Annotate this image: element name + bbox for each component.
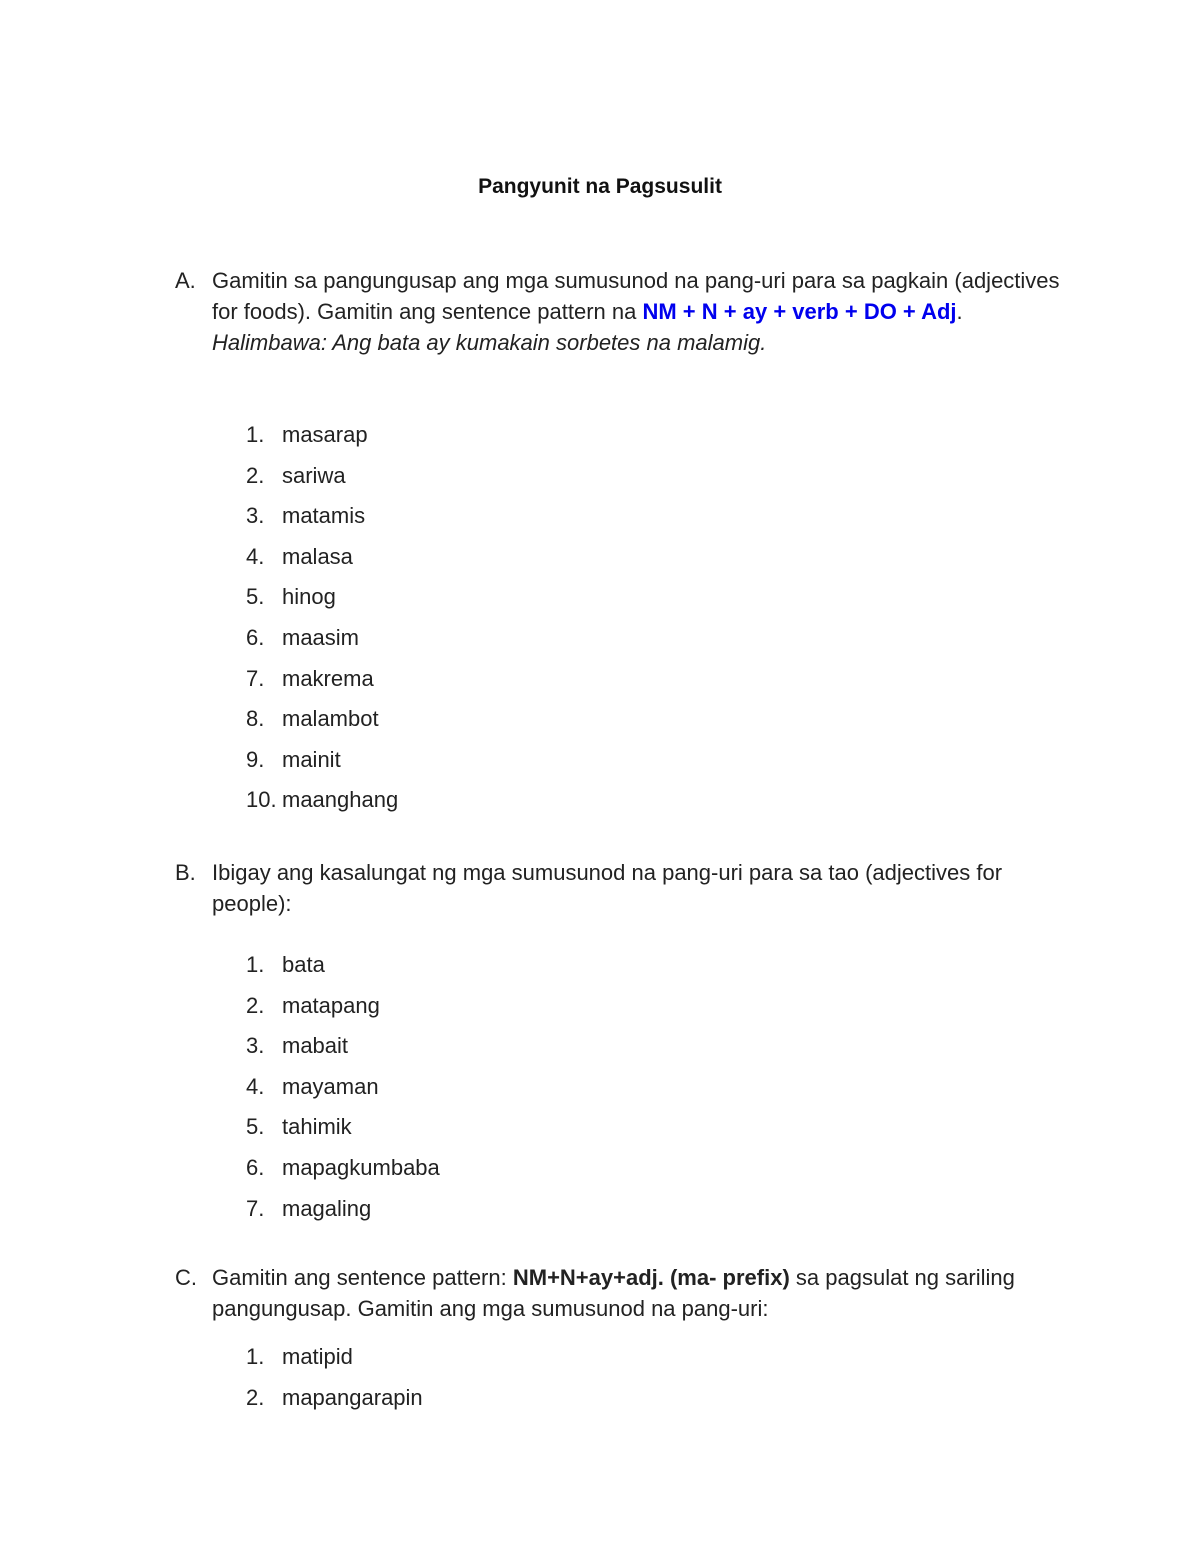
section-c-letter: C. bbox=[175, 1265, 197, 1290]
list-item: 1. matipid bbox=[246, 1344, 353, 1369]
section-b-list bbox=[246, 945, 440, 1229]
list-item: 1. bata bbox=[246, 952, 325, 977]
section-a-period: . bbox=[956, 299, 963, 324]
list-item: 5. hinog bbox=[246, 584, 336, 610]
section-a-list bbox=[246, 415, 398, 821]
section-a-example: Halimbawa: Ang bata ay kumakain sorbetes na malamig. bbox=[212, 330, 767, 355]
list-item: 3. mabait bbox=[246, 1033, 349, 1059]
section-b bbox=[175, 857, 1065, 919]
section-c-pattern: NM+N+ay+adj. (ma- prefix) bbox=[512, 1265, 790, 1290]
section-a-instructions bbox=[212, 265, 1065, 358]
section-a-text: Gamitin sa pangungusap ang mga sumusunod na pang-uri para sa pagkain (adjectives for foods). Gamitin ang sentence pattern na bbox=[212, 268, 1060, 324]
section-c-text-2: sa pagsulat ng sariling pangungusap. Gamitin ang mga sumusunod na pang-uri: bbox=[212, 1265, 1015, 1321]
list-item: 2. mapangarapin bbox=[246, 1384, 423, 1410]
list-item: 7. makrema bbox=[246, 665, 374, 691]
list-item: 4. mayaman bbox=[246, 1073, 379, 1099]
section-c bbox=[175, 1262, 1065, 1324]
section-a bbox=[175, 265, 1065, 358]
page-title: Pangyunit na Pagsusulit bbox=[478, 175, 722, 198]
list-item: 6. maasim bbox=[246, 624, 360, 650]
section-c-text: Gamitin ang sentence pattern: bbox=[212, 1265, 513, 1290]
section-c-instructions bbox=[212, 1262, 1065, 1324]
section-c-list bbox=[246, 1337, 423, 1418]
section-b-instructions: Ibigay ang kasalungat ng mga sumusunod na pang-uri para sa tao (adjectives for people): bbox=[212, 860, 1003, 916]
list-item: 7. magaling bbox=[246, 1195, 372, 1221]
list-item: 2. matapang bbox=[246, 992, 380, 1018]
list-item: 2. sariwa bbox=[246, 462, 346, 488]
list-item: 1. masarap bbox=[246, 422, 368, 447]
section-a-letter: A. bbox=[175, 268, 196, 293]
list-item: 8. malambot bbox=[246, 706, 379, 732]
list-item: 4. malasa bbox=[246, 543, 353, 569]
list-item: 10. maanghang bbox=[246, 787, 399, 813]
list-item: 9. mainit bbox=[246, 746, 341, 772]
section-a-pattern: NM + N + ay + verb + DO + Adj bbox=[642, 299, 957, 324]
section-b-letter: B. bbox=[175, 860, 196, 885]
list-item: 6. mapagkumbaba bbox=[246, 1154, 440, 1180]
list-item: 5. tahimik bbox=[246, 1114, 352, 1140]
list-item: 3. matamis bbox=[246, 503, 366, 529]
